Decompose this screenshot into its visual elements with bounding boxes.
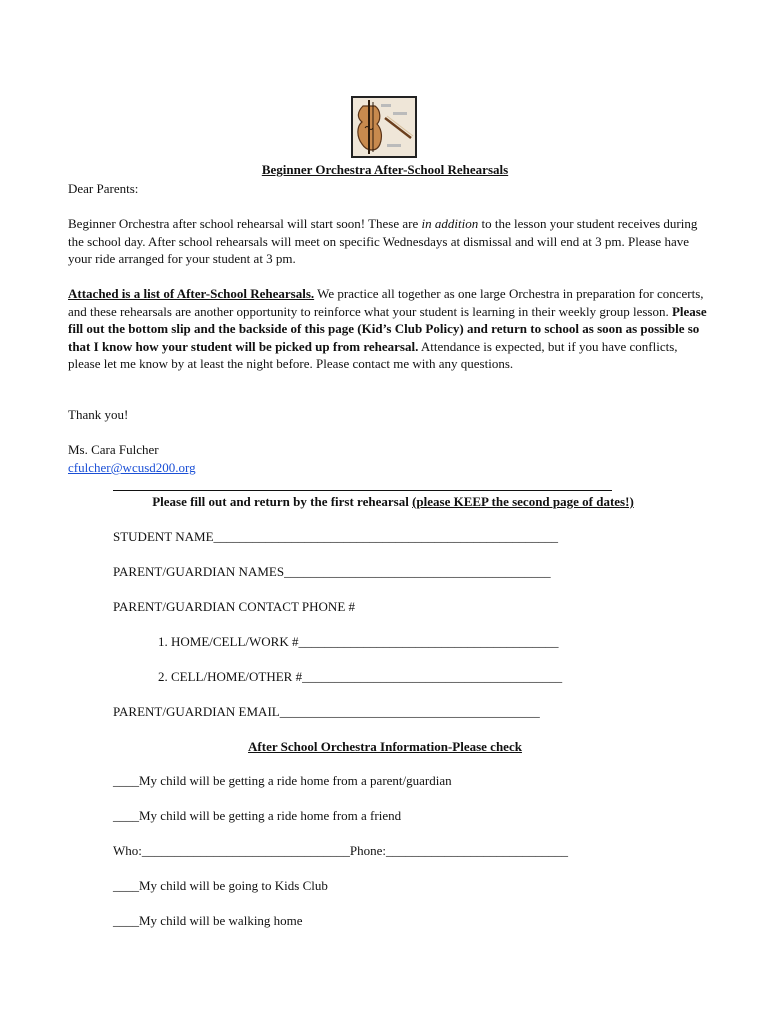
slip-instruction: [8, 494, 770, 510]
paragraph-rehearsals-end: Attendance is expected, but if you have conflicts, please let me know by at least the night before. Please contact me with any questions.: [68, 338, 678, 371]
cut-line-divider: [113, 490, 612, 491]
phone-1-field[interactable]: 1. HOME/CELL/WORK #________________________________________: [158, 634, 559, 649]
paragraph-intro: [68, 215, 708, 268]
letter-title: Beginner Orchestra After-School Rehearsals: [261, 162, 509, 177]
paragraph-rehearsals-lead: Attached is a list of After-School Rehearsals.: [68, 286, 315, 301]
slip-instruction-keep: (please KEEP the second page of dates!): [412, 494, 634, 509]
paragraph-intro-text-b: to the lesson your student receives during the school day. After school rehearsals will meet on specific Wednesdays at dismissal and will end at 3 pm. Please have your ride arranged for your student at 3 pm.: [68, 216, 698, 266]
option-walking-home[interactable]: ____My child will be walking home: [113, 913, 303, 928]
paragraph-rehearsals-bold: Please fill out the bottom slip and the backside of this page (Kid’s Club Policy) and return to school as soon as possible so that I know how your student will be picked up from rehearsal.: [68, 303, 707, 354]
thank-you: Thank you!: [68, 407, 129, 422]
signature-email-wrap: [68, 459, 708, 477]
paragraph-rehearsals-mid: We practice all together as one large Orchestra in preparation for concerts, and these rehearsals are another opportunity to reinforce what your student is learning in their weekly group lesson.: [68, 286, 704, 319]
option-kids-club[interactable]: ____My child will be going to Kids Club: [113, 878, 328, 893]
greeting: Dear Parents:: [68, 181, 139, 196]
slip-instruction-text: Please fill out and return by the first rehearsal: [152, 494, 413, 509]
info-heading: After School Orchestra Information-Please check: [248, 739, 522, 754]
option-friend-ride[interactable]: ____My child will be getting a ride home from a friend: [113, 808, 402, 823]
phone-2-field[interactable]: 2. CELL/HOME/OTHER #________________________________________: [158, 669, 563, 684]
contact-phone-label: PARENT/GUARDIAN CONTACT PHONE #: [113, 599, 356, 614]
paragraph-intro-text-a: Beginner Orchestra after school rehearsal will start soon! These are: [68, 216, 422, 231]
friend-who-phone-field[interactable]: Who:________________________________Phone:____________________________: [113, 843, 568, 858]
paragraph-rehearsals: [68, 285, 708, 373]
guardian-names-field[interactable]: PARENT/GUARDIAN NAMES_________________________________________: [113, 564, 551, 579]
signature-name: Ms. Cara Fulcher: [68, 442, 159, 457]
student-name-field[interactable]: STUDENT NAME_____________________________________________________: [113, 529, 559, 544]
signature-email-link[interactable]: cfulcher@wcusd200.org: [68, 460, 196, 475]
option-parent-ride[interactable]: ____My child will be getting a ride home from a parent/guardian: [113, 773, 452, 788]
guardian-email-field[interactable]: PARENT/GUARDIAN EMAIL________________________________________: [113, 704, 540, 719]
paragraph-intro-italic: in addition: [421, 216, 479, 231]
violin-clipart-icon: [351, 96, 417, 158]
